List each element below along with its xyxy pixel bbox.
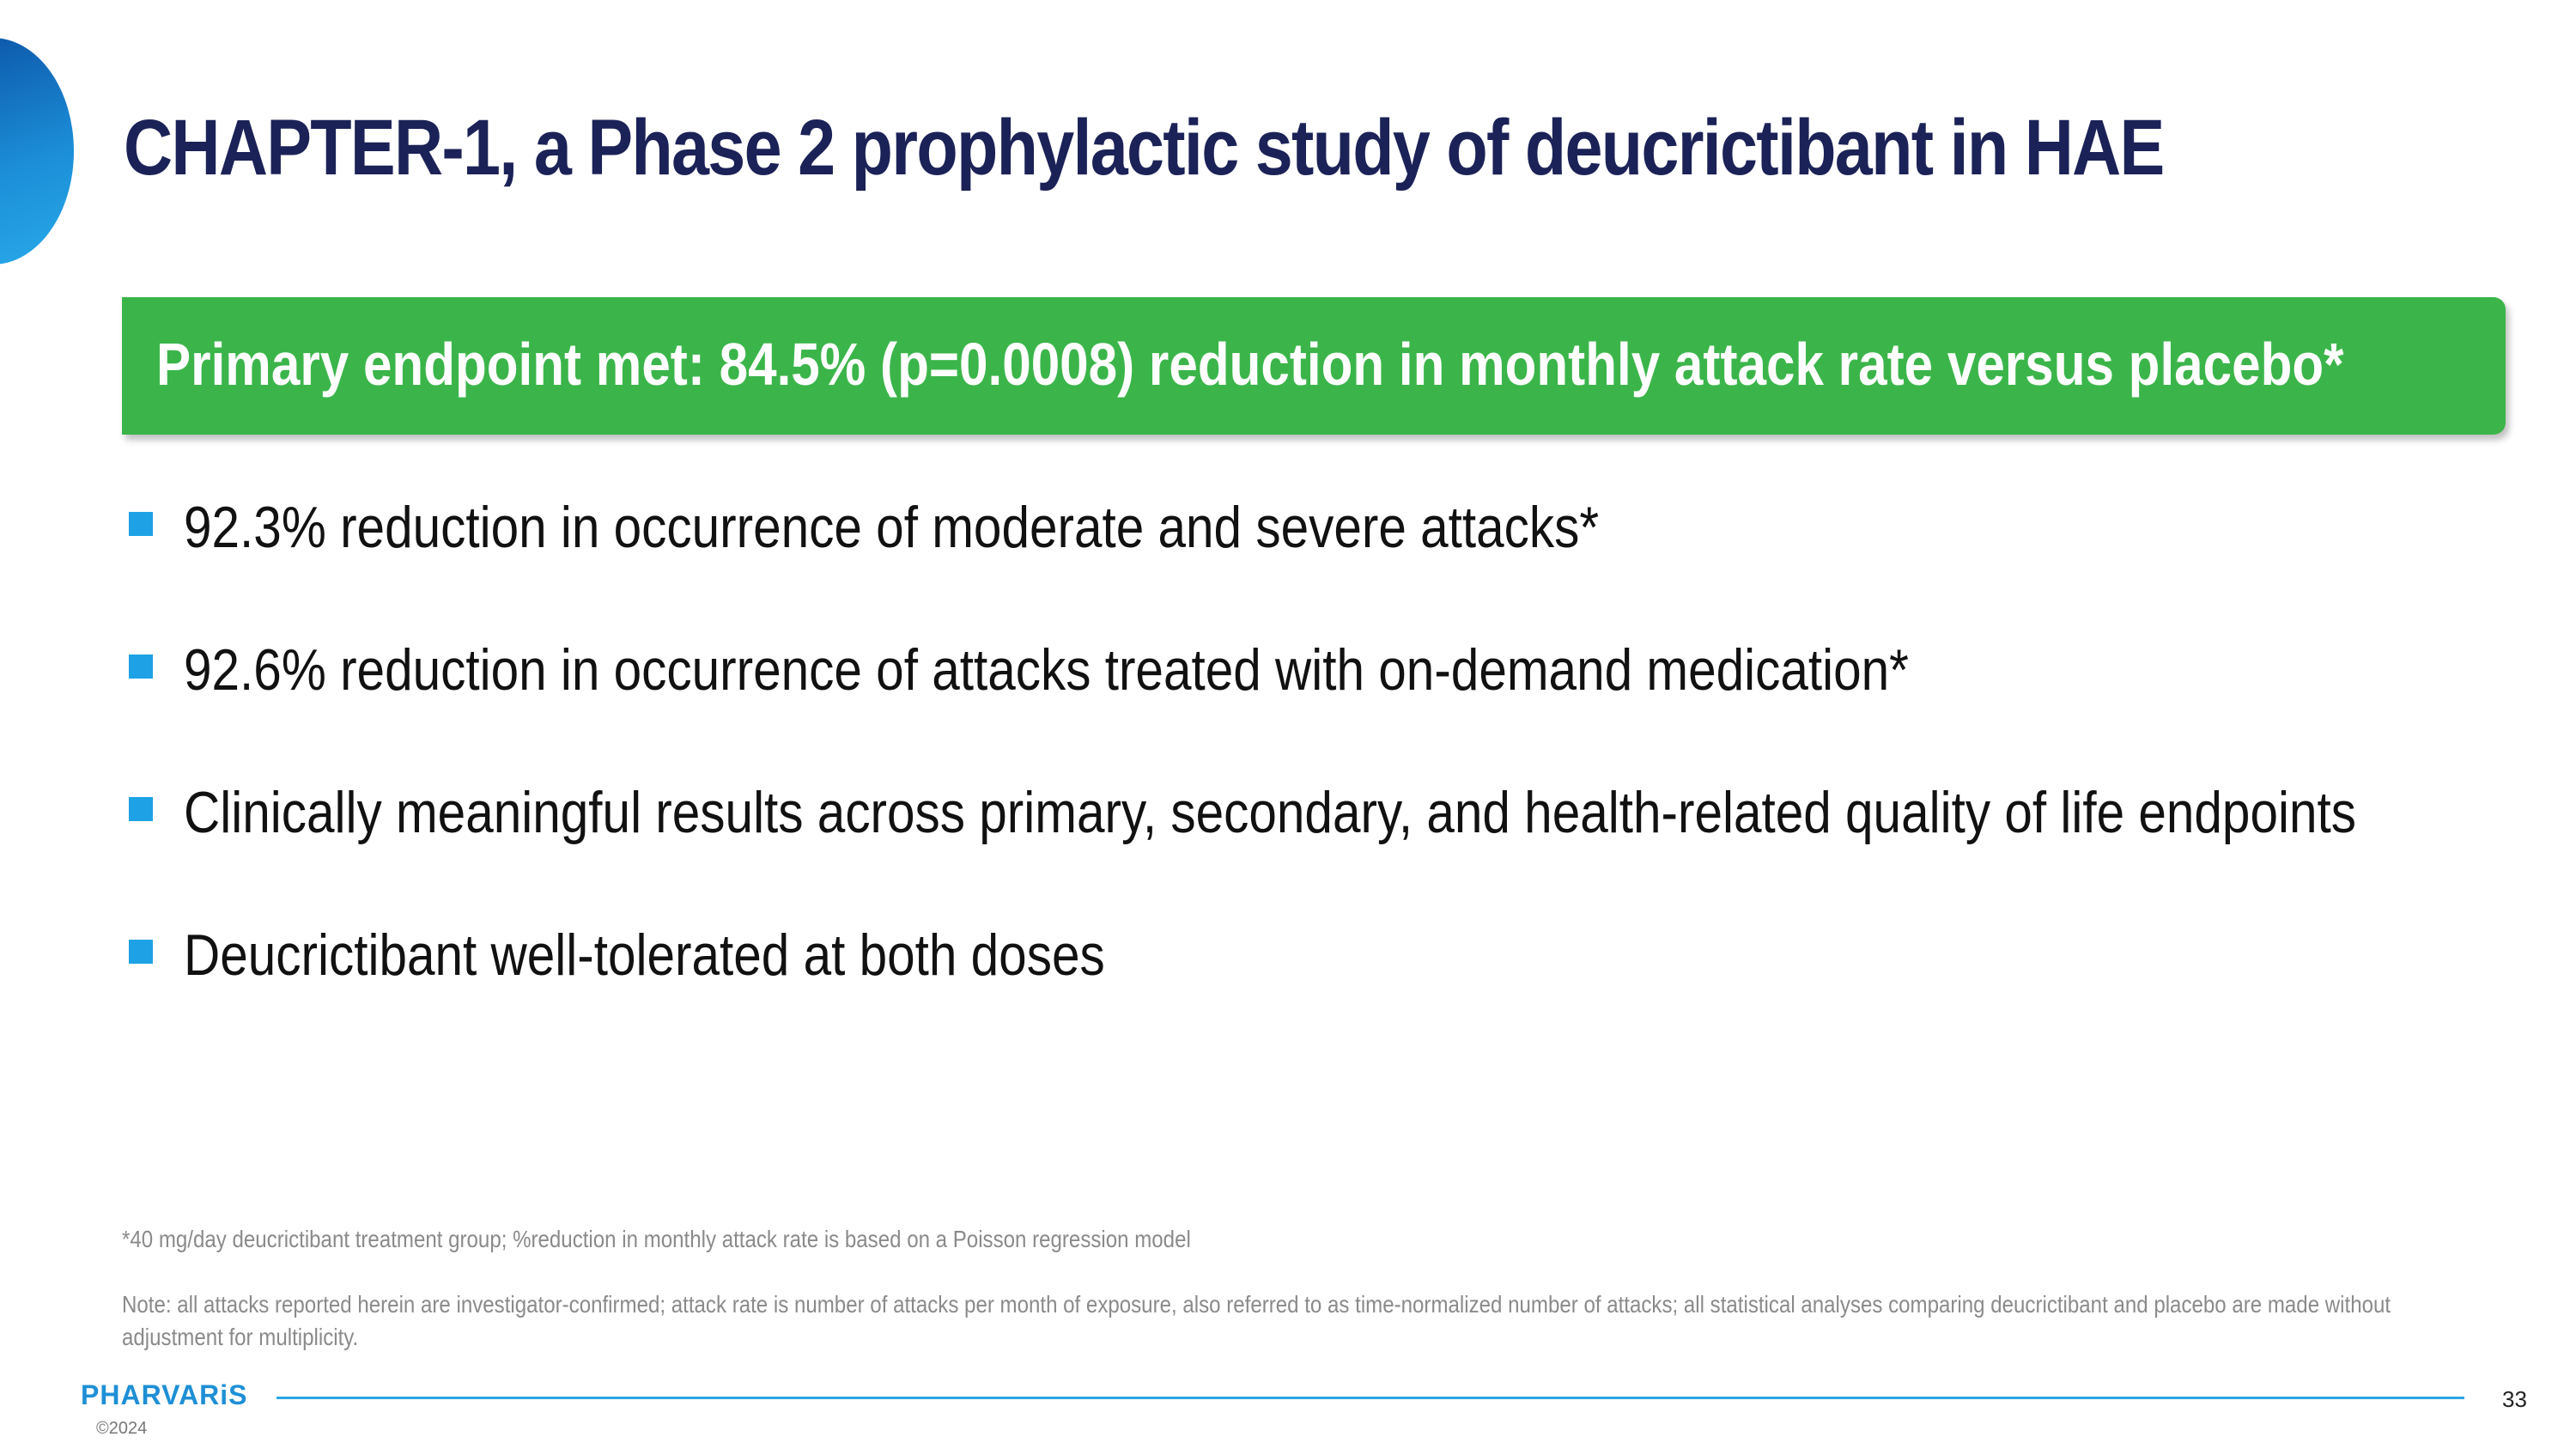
square-bullet-icon [129,797,153,821]
bullet-text: Clinically meaningful results across primary, secondary, and health-related quality of life endpoints [184,780,2356,845]
square-bullet-icon [129,654,153,679]
square-bullet-icon [129,940,153,964]
bullet-text: 92.6% reduction in occurrence of attacks treated with on-demand medication* [184,637,1909,703]
primary-endpoint-banner [122,297,2506,435]
square-bullet-icon [129,512,153,536]
footer-divider [276,1397,2464,1399]
footnote-note: Note: all attacks reported herein are investigator-confirmed; attack rate is number of attacks per month of exposure, also referred to as time-normalized number of attacks; all statistical analyses comparing deucrictibant and placebo are made without adjustment for multiplicity. [122,1291,2391,1350]
bullet-item [129,775,2490,850]
bullet-item [129,917,2490,993]
bullet-item [129,490,2490,565]
page-number: 33 [2502,1386,2527,1412]
corner-decoration [0,38,74,265]
bullet-item [129,632,2490,708]
slide-title: CHAPTER-1, a Phase 2 prophylactic study of deucrictibant in HAE [124,104,2164,192]
copyright-text: ©2024 [96,1419,148,1438]
footnote-dose: *40 mg/day deucrictibant treatment group; %reduction in monthly attack rate is based on a Poisson regression model [122,1226,1191,1252]
banner-text: Primary endpoint met: 84.5% (p=0.0008) reduction in monthly attack rate versus placebo* [156,331,2344,398]
bullet-list [129,490,2490,1060]
bullet-text: 92.3% reduction in occurrence of moderate and severe attacks* [184,495,1600,560]
pharvaris-logo: PHARVARiS [81,1379,248,1410]
bullet-text: Deucrictibant well-tolerated at both doses [184,922,1105,988]
